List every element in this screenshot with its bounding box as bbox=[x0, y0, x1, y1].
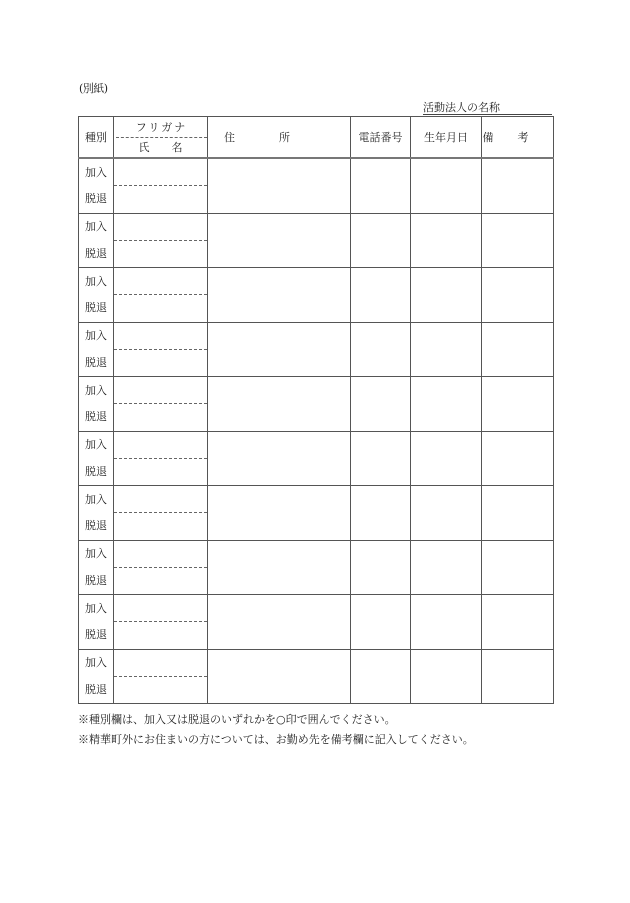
remarks-field[interactable] bbox=[482, 377, 554, 432]
birthdate-field[interactable] bbox=[411, 377, 482, 432]
address-field[interactable] bbox=[208, 486, 351, 541]
option-leave[interactable]: 脱退 bbox=[85, 410, 107, 423]
header-name bbox=[114, 117, 208, 159]
name-cell bbox=[114, 377, 208, 432]
option-join[interactable]: 加入 bbox=[85, 601, 107, 615]
phone-field[interactable] bbox=[351, 268, 411, 323]
address-field[interactable] bbox=[208, 595, 351, 650]
note-remarks-column: ※精華町外にお住まいの方については、お勤め先を備考欄に記入してください。 bbox=[78, 733, 474, 746]
phone-field[interactable] bbox=[351, 595, 411, 650]
birthdate-field[interactable] bbox=[411, 158, 482, 213]
option-join[interactable]: 加入 bbox=[85, 274, 107, 288]
remarks-field[interactable] bbox=[482, 322, 554, 377]
phone-field[interactable] bbox=[351, 158, 411, 213]
birthdate-field[interactable] bbox=[411, 649, 482, 704]
table-row bbox=[79, 486, 554, 541]
fullname-field[interactable] bbox=[114, 241, 207, 267]
fullname-field[interactable] bbox=[114, 295, 207, 321]
fullname-field[interactable] bbox=[114, 459, 207, 485]
birthdate-field[interactable] bbox=[411, 213, 482, 268]
furigana-field[interactable] bbox=[114, 486, 207, 513]
type-cell[interactable] bbox=[79, 540, 114, 595]
table-row bbox=[79, 595, 554, 650]
option-leave[interactable]: 脱退 bbox=[85, 519, 107, 532]
table-row bbox=[79, 540, 554, 595]
furigana-field[interactable] bbox=[114, 595, 207, 622]
address-field[interactable] bbox=[208, 158, 351, 213]
option-leave[interactable]: 脱退 bbox=[85, 464, 107, 478]
remarks-field[interactable] bbox=[482, 649, 554, 704]
header-remarks: 備考 bbox=[482, 117, 554, 159]
fullname-field[interactable] bbox=[114, 622, 207, 648]
type-cell[interactable] bbox=[79, 431, 114, 486]
option-join[interactable]: 加入 bbox=[85, 383, 107, 397]
furigana-field[interactable] bbox=[114, 432, 207, 459]
name-cell bbox=[114, 431, 208, 486]
option-leave[interactable]: 脱退 bbox=[85, 192, 107, 205]
fullname-field[interactable] bbox=[114, 513, 207, 539]
name-cell bbox=[114, 268, 208, 323]
name-cell bbox=[114, 540, 208, 595]
type-cell[interactable] bbox=[79, 377, 114, 432]
type-cell[interactable] bbox=[79, 595, 114, 650]
option-join[interactable]: 加入 bbox=[85, 220, 107, 233]
phone-field[interactable] bbox=[351, 486, 411, 541]
address-field[interactable] bbox=[208, 268, 351, 323]
name-cell bbox=[114, 322, 208, 377]
address-field[interactable] bbox=[208, 322, 351, 377]
remarks-field[interactable] bbox=[482, 431, 554, 486]
address-field[interactable] bbox=[208, 431, 351, 486]
remarks-field[interactable] bbox=[482, 158, 554, 213]
type-cell[interactable] bbox=[79, 486, 114, 541]
header-row bbox=[79, 117, 554, 159]
furigana-field[interactable] bbox=[114, 268, 207, 295]
fullname-field[interactable] bbox=[114, 677, 207, 703]
type-cell[interactable] bbox=[79, 649, 114, 704]
birthdate-field[interactable] bbox=[411, 595, 482, 650]
furigana-field[interactable] bbox=[114, 377, 207, 404]
member-roster-table bbox=[78, 116, 554, 704]
birthdate-field[interactable] bbox=[411, 268, 482, 323]
option-join[interactable]: 加入 bbox=[85, 547, 107, 560]
furigana-field[interactable] bbox=[114, 323, 207, 350]
remarks-field[interactable] bbox=[482, 486, 554, 541]
type-cell[interactable] bbox=[79, 268, 114, 323]
address-field[interactable] bbox=[208, 213, 351, 268]
header-type: 種別 bbox=[79, 117, 114, 159]
phone-field[interactable] bbox=[351, 213, 411, 268]
birthdate-field[interactable] bbox=[411, 322, 482, 377]
furigana-field[interactable] bbox=[114, 541, 207, 568]
table-row bbox=[79, 322, 554, 377]
table-row bbox=[79, 268, 554, 323]
table-row bbox=[79, 649, 554, 704]
name-cell bbox=[114, 486, 208, 541]
option-leave[interactable]: 脱退 bbox=[85, 246, 107, 260]
type-cell[interactable] bbox=[79, 213, 114, 268]
option-join[interactable]: 加入 bbox=[85, 438, 107, 451]
phone-field[interactable] bbox=[351, 322, 411, 377]
remarks-field[interactable] bbox=[482, 595, 554, 650]
name-cell bbox=[114, 158, 208, 213]
option-leave[interactable]: 脱退 bbox=[85, 628, 107, 641]
birthdate-field[interactable] bbox=[411, 486, 482, 541]
option-join[interactable]: 加入 bbox=[85, 656, 107, 669]
option-join[interactable]: 加入 bbox=[85, 165, 107, 179]
address-field[interactable] bbox=[208, 540, 351, 595]
furigana-field[interactable] bbox=[114, 159, 207, 186]
header-fullname: 氏名 bbox=[138, 141, 205, 155]
table-row bbox=[79, 377, 554, 432]
option-leave[interactable]: 脱退 bbox=[85, 573, 107, 587]
address-field[interactable] bbox=[208, 377, 351, 432]
header-phone: 電話番号 bbox=[351, 117, 411, 159]
note-type-column: ※種別欄は、加入又は脱退のいずれかを○印で囲んでください。 bbox=[78, 713, 396, 726]
header-address: 住所 bbox=[208, 117, 351, 159]
option-leave[interactable]: 脱退 bbox=[85, 682, 107, 696]
option-leave[interactable]: 脱退 bbox=[85, 301, 107, 314]
attachment-label: (別紙) bbox=[79, 82, 108, 95]
option-join[interactable]: 加入 bbox=[85, 492, 107, 506]
address-field[interactable] bbox=[208, 649, 351, 704]
fullname-field[interactable] bbox=[114, 568, 207, 594]
fullname-field[interactable] bbox=[114, 350, 207, 376]
birthdate-field[interactable] bbox=[411, 431, 482, 486]
phone-field[interactable] bbox=[351, 540, 411, 595]
name-cell bbox=[114, 213, 208, 268]
phone-field[interactable] bbox=[351, 377, 411, 432]
table-row bbox=[79, 431, 554, 486]
name-cell bbox=[114, 595, 208, 650]
org-name-field[interactable]: 活動法人の名称 bbox=[423, 99, 552, 115]
furigana-field[interactable] bbox=[114, 650, 207, 677]
header-furigana: フリガナ bbox=[116, 117, 207, 138]
type-cell[interactable] bbox=[79, 322, 114, 377]
phone-field[interactable] bbox=[351, 431, 411, 486]
option-join[interactable]: 加入 bbox=[85, 329, 107, 342]
type-cell[interactable] bbox=[79, 158, 114, 213]
fullname-field[interactable] bbox=[114, 186, 207, 212]
notes bbox=[78, 710, 474, 750]
table-row bbox=[79, 158, 554, 213]
header-birthdate: 生年月日 bbox=[411, 117, 482, 159]
furigana-field[interactable] bbox=[114, 214, 207, 241]
remarks-field[interactable] bbox=[482, 268, 554, 323]
remarks-field[interactable] bbox=[482, 540, 554, 595]
option-leave[interactable]: 脱退 bbox=[85, 355, 107, 369]
remarks-field[interactable] bbox=[482, 213, 554, 268]
fullname-field[interactable] bbox=[114, 404, 207, 430]
phone-field[interactable] bbox=[351, 649, 411, 704]
birthdate-field[interactable] bbox=[411, 540, 482, 595]
table-row bbox=[79, 213, 554, 268]
name-cell bbox=[114, 649, 208, 704]
